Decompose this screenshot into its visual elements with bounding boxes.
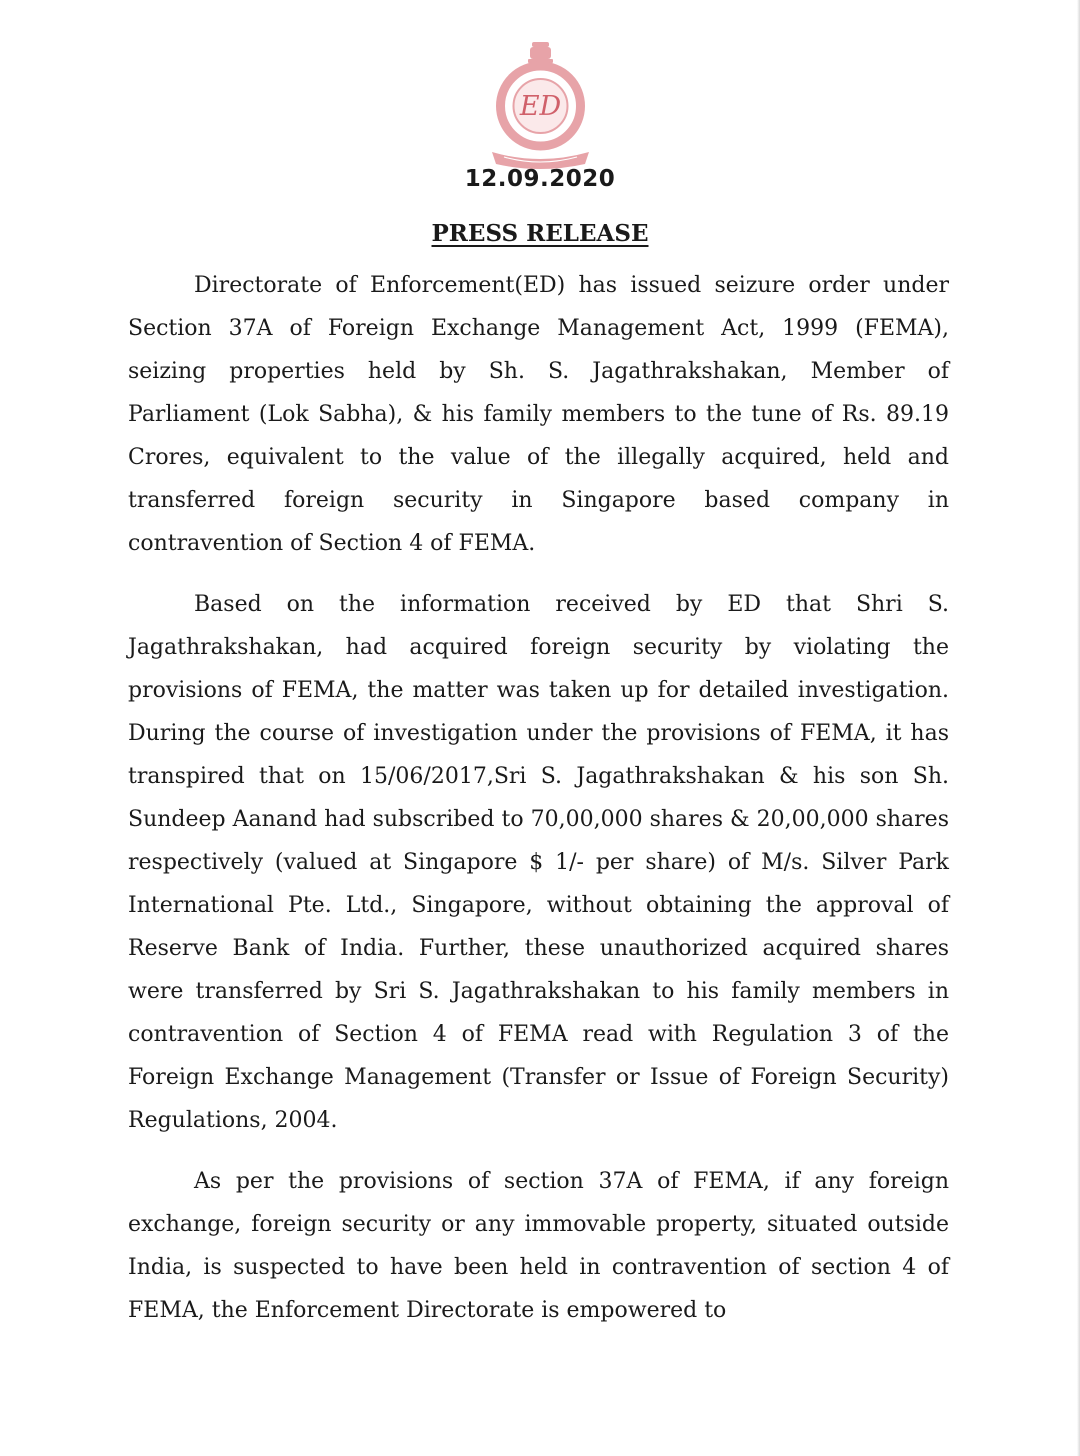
body-paragraph-2: Based on the information received by ED that Shri S. Jagathrakshakan, had acquired foreign security by violating the provisions of FEMA, the matter was taken up for detailed investigation. During the course of investigation under the provisions of FEMA, it has transpired that on 15/06/2017,Sri S. Jagathrakshakan & his son Sh. Sundeep Aanand had subscribed to 70,00,000 shares & 20,00,000 shares respectively (valued at Singapore $ 1/- per share) of M/s. Silver Park International Pte. Ltd., Singapore, without obtaining the approval of Reserve Bank of India. Further, these unauthorized acquired shares were transferred by Sri S. Jagathrakshakan to his family members in contravention of Section 4 of FEMA read with Regulation 3 of the Foreign Exchange Management (Transfer or Issue of Foreign Security) Regulations, 2004. [128,592,949,1133]
emblem-initials: ED [519,91,562,122]
press-release-title: PRESS RELEASE [431,220,649,247]
emblem-lion-capital [528,42,553,63]
press-release-body [128,264,949,1350]
ed-emblem-icon [478,40,603,172]
body-paragraph-3: As per the provisions of section 37A of FEMA, if any foreign exchange, foreign security or any immovable property, situated outside India, is suspected to have been held in contravention of section 4 of FEMA, the Enforcement Directorate is empowered to [128,1169,949,1323]
body-paragraph-1: Directorate of Enforcement(ED) has issued seizure order under Section 37A of Foreign Exchange Management Act, 1999 (FEMA), seizing properties held by Sh. S. Jagathrakshakan, Member of Parliament (Lok Sabha), & his family members to the tune of Rs. 89.19 Crores, equivalent to the value of the illegally acquired, held and transferred foreign security in Singapore based company in contravention of Section 4 of FEMA. [128,273,949,556]
press-release-date: 12.09.2020 [464,166,616,192]
